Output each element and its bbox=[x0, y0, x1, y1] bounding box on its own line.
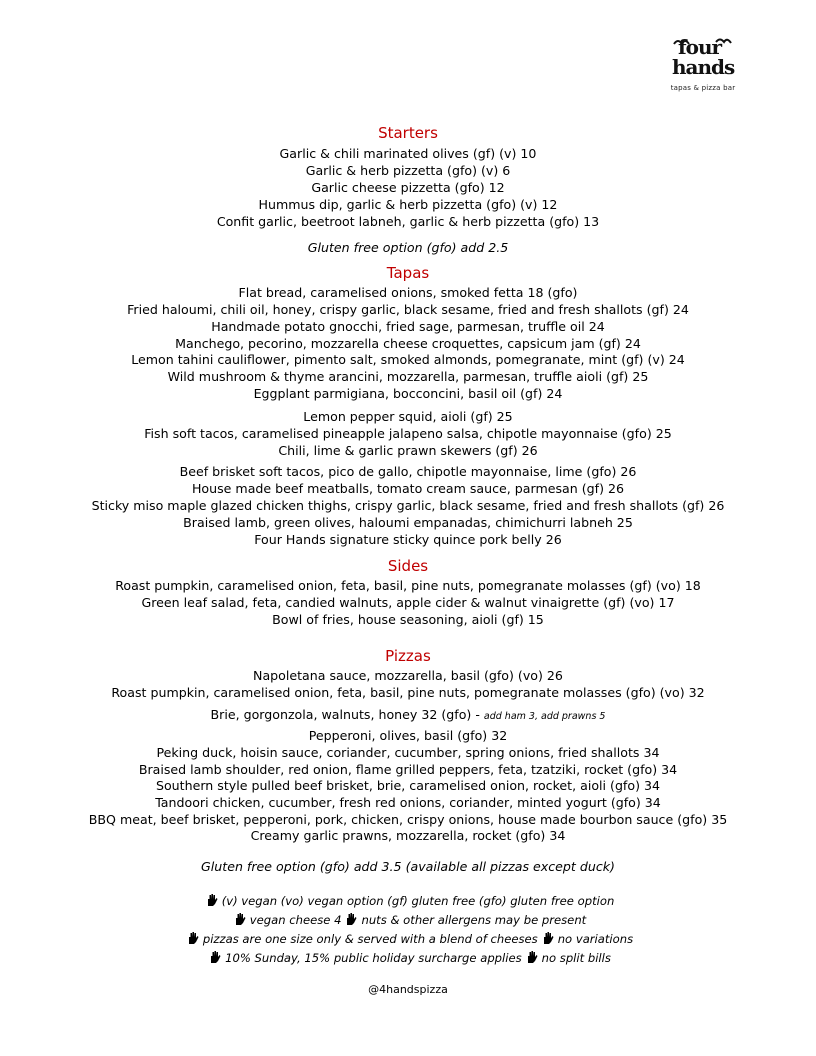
legend-no-split-bills: no split bills bbox=[541, 951, 611, 965]
logo-tagline: tapas & pizza bar bbox=[670, 84, 736, 92]
legend-dietary-codes: (v) vegan (vo) vegan option (gf) gluten free (gfo) gluten free option bbox=[221, 894, 615, 908]
legend-line bbox=[0, 892, 816, 910]
menu-item: Hummus dip, garlic & herb pizzetta (gfo) (v) 12 bbox=[258, 197, 558, 212]
starters-gluten-free-note: Gluten free option (gfo) add 2.5 bbox=[307, 240, 509, 255]
menu-item: Roast pumpkin, caramelised onion, feta, basil, pine nuts, pomegranate molasses (gfo) (vo) 32 bbox=[111, 685, 705, 700]
hand-icon bbox=[205, 893, 219, 907]
restaurant-logo bbox=[664, 36, 742, 96]
menu-item: Confit garlic, beetroot labneh, garlic & herb pizzetta (gfo) 13 bbox=[216, 214, 600, 229]
menu-item-with-addon bbox=[0, 706, 816, 725]
menu-item: Braised lamb shoulder, red onion, flame grilled peppers, feta, tzatziki, rocket (gfo) 34 bbox=[138, 762, 678, 777]
menu-item: Pepperoni, olives, basil (gfo) 32 bbox=[308, 728, 508, 743]
legend-vegan-cheese: vegan cheese 4 bbox=[249, 913, 342, 927]
menu-item: Eggplant parmigiana, bocconcini, basil oil (gf) 24 bbox=[253, 386, 563, 401]
menu-item: Manchego, pecorino, mozzarella cheese croquettes, capsicum jam (gf) 24 bbox=[175, 336, 641, 351]
menu-item: Four Hands signature sticky quince pork belly 26 bbox=[254, 532, 562, 547]
menu-item: Roast pumpkin, caramelised onion, feta, basil, pine nuts, pomegranate molasses (gf) (vo) 18 bbox=[115, 578, 701, 593]
menu-item: BBQ meat, beef brisket, pepperoni, pork, chicken, crispy onions, house made bourbon sauce (gfo) 35 bbox=[88, 812, 728, 827]
legend-no-variations: no variations bbox=[557, 932, 634, 946]
hand-icon bbox=[208, 950, 222, 964]
legend-allergens: nuts & other allergens may be present bbox=[361, 913, 587, 927]
legend-line bbox=[0, 930, 816, 948]
menu-item: Flat bread, caramelised onions, smoked fetta 18 (gfo) bbox=[238, 285, 578, 300]
menu-item: Sticky miso maple glazed chicken thighs, crispy garlic, black sesame, fried and fresh shallots (gf) 26 bbox=[91, 498, 725, 513]
pizzas-gluten-free-note: Gluten free option (gfo) add 3.5 (available all pizzas except duck) bbox=[201, 859, 615, 874]
menu-item: Handmade potato gnocchi, fried sage, parmesan, truffle oil 24 bbox=[211, 319, 605, 334]
menu-item: Garlic cheese pizzetta (gfo) 12 bbox=[311, 180, 505, 195]
menu-item: Napoletana sauce, mozzarella, basil (gfo) (vo) 26 bbox=[253, 668, 563, 683]
logo-word-four: four bbox=[678, 35, 722, 59]
menu-item: House made beef meatballs, tomato cream sauce, parmesan (gf) 26 bbox=[191, 481, 625, 496]
section-title-sides: Sides bbox=[387, 557, 429, 575]
menu-item: Braised lamb, green olives, haloumi empanadas, chimichurri labneh 25 bbox=[183, 515, 633, 530]
logo-wordmark bbox=[670, 35, 735, 80]
hand-icon bbox=[233, 912, 247, 926]
legend-line bbox=[0, 911, 816, 929]
menu-item: Garlic & chili marinated olives (gf) (v) 10 bbox=[279, 146, 537, 161]
menu-item: Green leaf salad, feta, candied walnuts, apple cider & walnut vinaigrette (gf) (vo) 17 bbox=[141, 595, 675, 610]
menu-item: Brie, gorgonzola, walnuts, honey 32 (gfo) - bbox=[210, 707, 480, 722]
menu-item: Lemon tahini cauliflower, pimento salt, smoked almonds, pomegranate, mint (gf) (v) 24 bbox=[131, 352, 685, 367]
social-handle: @4handspizza bbox=[368, 983, 448, 996]
section-title-starters: Starters bbox=[378, 124, 438, 142]
legend-surcharge: 10% Sunday, 15% public holiday surcharge applies bbox=[225, 951, 522, 965]
menu-item: Peking duck, hoisin sauce, coriander, cucumber, spring onions, fried shallots 34 bbox=[156, 745, 660, 760]
hand-icon bbox=[186, 931, 200, 945]
menu-item: Lemon pepper squid, aioli (gf) 25 bbox=[303, 409, 513, 424]
legend-pizza-size: pizzas are one size only & served with a blend of cheeses bbox=[202, 932, 538, 946]
legend-line bbox=[0, 949, 816, 967]
menu-item: Beef brisket soft tacos, pico de gallo, chipotle mayonnaise, lime (gfo) 26 bbox=[179, 464, 637, 479]
section-title-pizzas: Pizzas bbox=[385, 647, 431, 665]
hand-icon bbox=[525, 950, 539, 964]
menu-item: Chili, lime & garlic prawn skewers (gf) 26 bbox=[278, 443, 538, 458]
menu-item: Fried haloumi, chili oil, honey, crispy garlic, black sesame, fried and fresh shallots (gf) 24 bbox=[127, 302, 689, 317]
menu-item: Tandoori chicken, cucumber, fresh red onions, coriander, minted yogurt (gfo) 34 bbox=[155, 795, 661, 810]
menu-item: Wild mushroom & thyme arancini, mozzarella, parmesan, truffle aioli (gf) 25 bbox=[167, 369, 649, 384]
menu-item: Garlic & herb pizzetta (gfo) (v) 6 bbox=[305, 163, 511, 178]
logo-word-hands: hands bbox=[672, 55, 735, 79]
menu-item: Southern style pulled beef brisket, brie, caramelised onion, rocket, aioli (gfo) 34 bbox=[155, 778, 661, 793]
section-title-tapas: Tapas bbox=[386, 264, 430, 282]
menu-item: Creamy garlic prawns, mozzarella, rocket (gfo) 34 bbox=[250, 828, 566, 843]
hand-icon bbox=[344, 912, 358, 926]
menu-item: Fish soft tacos, caramelised pineapple jalapeno salsa, chipotle mayonnaise (gfo) 25 bbox=[144, 426, 672, 441]
menu-item: Bowl of fries, house seasoning, aioli (gf) 15 bbox=[272, 612, 544, 627]
hand-icon bbox=[541, 931, 555, 945]
pizza-addon-note: add ham 3, add prawns 5 bbox=[483, 711, 606, 722]
